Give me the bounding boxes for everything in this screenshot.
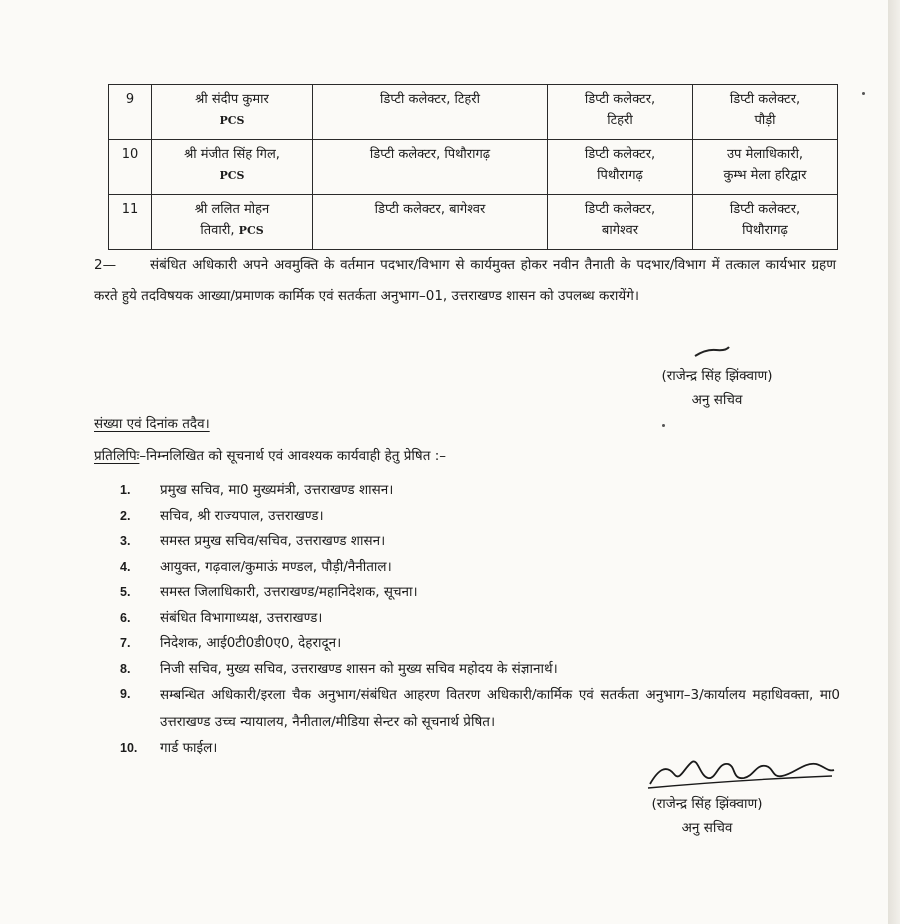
paragraph-text: संबंधित अधिकारी अपने अवमुक्ति के वर्तमान पदभार/विभाग से कार्यमुक्त होकर नवीन तैनाती के पदभार/विभाग में तत्काल कार्यभार ग्रहण करते हुये तदविषयक आख्या/प्रमाणक कार्मिक एवं सतर्कता अनुभाग–01, उत्तराखण्ड शासन को उपलब्ध करायेंगे। — [94, 257, 836, 304]
list-text: सम्बन्धित अधिकारी/इरला चैक अनुभाग/संबंधित आहरण वितरण अधिकारी/कार्मिक एवं सतर्कता अनुभाग–3/कार्यालय महाधिवक्ता, मा0 उत्तराखण्ड उच्च न्यायालय, नैनीताल/मीडिया सेन्टर को सूचनार्थ प्रेषित। — [160, 687, 840, 730]
list-item — [120, 529, 840, 555]
new-post-line-2: पिथौरागढ़ — [742, 223, 788, 238]
new-post-cell — [693, 140, 838, 195]
paragraph-number: 2— — [94, 257, 117, 273]
serial-cell: 11 — [109, 195, 152, 250]
relieved-line-2: टिहरी — [607, 113, 633, 128]
serial-cell: 10 — [109, 140, 152, 195]
signatory-title: अनु सचिव — [691, 392, 743, 408]
new-post-line-1: डिप्टी कलेक्टर, — [729, 92, 801, 107]
distribution-list — [120, 478, 840, 762]
list-item — [120, 580, 840, 606]
new-post-line-1: उप मेलाधिकारी, — [726, 147, 804, 162]
list-item — [120, 682, 840, 736]
current-post-cell: डिप्टी कलेक्टर, पिथौरागढ़ — [313, 140, 548, 195]
list-item — [120, 478, 840, 504]
list-text: निजी सचिव, मुख्य सचिव, उत्तराखण्ड शासन को मुख्य सचिव महोदय के संज्ञानार्थ। — [160, 660, 558, 677]
relieved-line-1: डिप्टी कलेक्टर, — [584, 92, 656, 107]
officer-name: श्री मंजीत सिंह गिल, — [184, 147, 280, 162]
list-item — [120, 555, 840, 581]
officer-name: श्री संदीप कुमार — [195, 92, 269, 107]
list-number: 7. — [120, 636, 131, 650]
list-text: प्रमुख सचिव, मा0 मुख्यमंत्री, उत्तराखण्ड शासन। — [160, 482, 394, 498]
list-text: गार्ड फाईल। — [160, 740, 218, 756]
officer-name-line-2 — [156, 220, 308, 241]
copy-to-heading — [94, 446, 446, 464]
signature-block-2 — [622, 792, 792, 840]
new-post-line-2: कुम्भ मेला हरिद्वार — [723, 168, 807, 183]
reference-line: संख्या एवं दिनांक तदैव। — [94, 416, 210, 432]
list-number: 4. — [120, 559, 131, 574]
officer-name: श्री ललित मोहन — [194, 202, 270, 217]
list-number: 10. — [120, 741, 138, 755]
officer-name-cell — [152, 85, 313, 140]
relieved-post-cell — [548, 85, 693, 140]
relieved-line-1: डिप्टी कलेक्टर, — [584, 147, 656, 162]
list-item — [120, 657, 840, 683]
initial-mark-icon — [692, 344, 732, 360]
relieved-post-cell — [548, 140, 693, 195]
table-row — [109, 195, 838, 250]
signatory-name: (राजेन्द्र सिंह झिंक्वाण) — [651, 796, 763, 812]
table-row — [109, 140, 838, 195]
paragraph-2 — [94, 250, 836, 312]
handwritten-signature-icon — [644, 750, 838, 794]
officer-name-cell — [152, 195, 313, 250]
speck-mark — [862, 92, 865, 95]
officer-name-cell — [152, 140, 313, 195]
posting-table — [108, 84, 838, 250]
relieved-post-cell — [548, 195, 693, 250]
relieved-line-2: बागेश्वर — [601, 223, 639, 238]
list-text: समस्त प्रमुख सचिव/सचिव, उत्तराखण्ड शासन। — [160, 533, 386, 549]
list-text: समस्त जिलाधिकारी, उत्तराखण्ड/महानिदेशक, सूचना। — [160, 584, 418, 600]
signature-block-1 — [632, 364, 802, 412]
speck-mark — [662, 424, 665, 427]
officer-name-cont: तिवारी, — [200, 223, 235, 238]
list-number: 9. — [120, 687, 131, 701]
copy-text: –निम्नलिखित को सूचनार्थ एवं आवश्यक कार्यवाही हेतु प्रेषित :– — [139, 448, 447, 464]
list-number: 3. — [120, 534, 131, 548]
scan-edge — [888, 0, 900, 924]
cadre-label: PCS — [238, 224, 264, 237]
list-number: 5. — [120, 585, 131, 599]
list-item — [120, 631, 840, 657]
signatory-title: अनु सचिव — [681, 820, 733, 836]
new-post-cell — [693, 195, 838, 250]
table-row — [109, 85, 838, 140]
cadre-label: PCS — [219, 169, 245, 182]
serial-cell: 9 — [109, 85, 152, 140]
current-post-cell: डिप्टी कलेक्टर, बागेश्वर — [313, 195, 548, 250]
copy-label: प्रतिलिपिः — [94, 448, 140, 464]
new-post-line-2: पौड़ी — [754, 113, 776, 128]
list-text: आयुक्त, गढ़वाल/कुमाऊं मण्डल, पौड़ी/नैनीताल। — [160, 558, 392, 575]
relieved-line-2: पिथौरागढ़ — [597, 168, 643, 183]
list-text: संबंधित विभागाध्यक्ष, उत्तराखण्ड। — [160, 609, 323, 626]
list-item — [120, 606, 840, 632]
list-number: 1. — [120, 483, 131, 497]
relieved-line-1: डिप्टी कलेक्टर, — [584, 202, 656, 217]
list-number: 6. — [120, 610, 131, 625]
new-post-cell — [693, 85, 838, 140]
list-number: 2. — [120, 508, 131, 523]
list-item — [120, 504, 840, 530]
cadre-label: PCS — [219, 114, 245, 127]
current-post-cell: डिप्टी कलेक्टर, टिहरी — [313, 85, 548, 140]
list-text: निदेशक, आई0टी0डी0ए0, देहरादून। — [160, 635, 342, 651]
new-post-line-1: डिप्टी कलेक्टर, — [729, 202, 801, 217]
signatory-name: (राजेन्द्र सिंह झिंक्वाण) — [661, 368, 773, 384]
list-text: सचिव, श्री राज्यपाल, उत्तराखण्ड। — [160, 507, 324, 524]
list-number: 8. — [120, 661, 131, 676]
